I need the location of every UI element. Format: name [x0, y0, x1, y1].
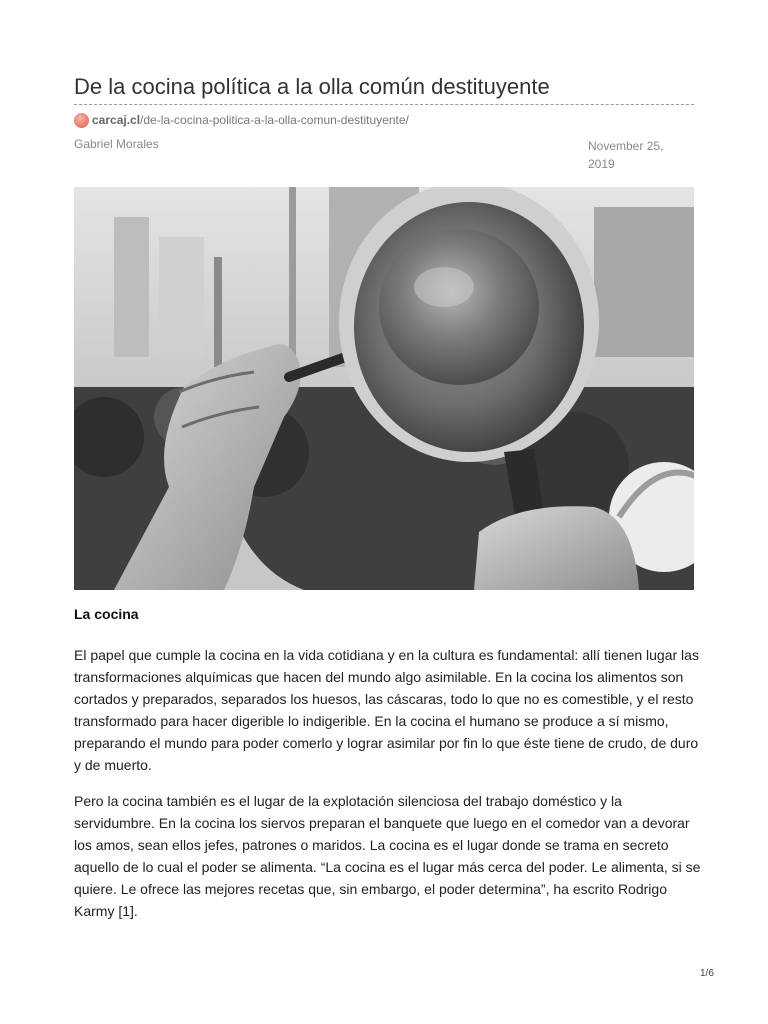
- site-favicon-icon: [74, 113, 89, 128]
- dented-pan: [339, 187, 599, 462]
- article-date: November 25, 2019: [588, 139, 664, 171]
- source-link[interactable]: [74, 111, 409, 129]
- title-divider: [74, 104, 694, 105]
- article-photo: [74, 187, 694, 590]
- article-title: De la cocina política a la olla común destituyente: [74, 74, 550, 99]
- source-domain[interactable]: carcaj.cl: [92, 113, 141, 127]
- article-author: Gabriel Morales: [74, 137, 159, 151]
- paragraph-1: El papel que cumple la cocina en la vida cotidiana y en la cultura es fundamental: allí tienen lugar las transformaciones alquímicas que hacen del mundo algo asimilable. En la cocina los alimentos son cortados y preparados, separados los huesos, las cáscaras, todo lo que no es comestible, y el resto transformado para hacer digerible lo indigerible. En la cocina el humano se produce a sí mismo, preparando el mundo para poder comerlo y lograr asimilar por fin lo que éste tiene de crudo, de duro y de muerto.: [74, 647, 699, 773]
- section-heading: La cocina: [74, 606, 139, 622]
- protest-pan-photo: [74, 187, 694, 590]
- source-path[interactable]: /de-la-cocina-politica-a-la-olla-comun-destituyente/: [140, 113, 409, 127]
- page-indicator: 1/6: [700, 968, 714, 979]
- paragraph-2: Pero la cocina también es el lugar de la explotación silenciosa del trabajo doméstico y la servidumbre. En la cocina los siervos preparan el banquete que luego en el comedor van a devorar los amos, sean ellos jefes, patrones o maridos. La cocina es el lugar donde se trama en secreto aquello de lo cual el poder se alimenta. “La cocina es el lugar más cerca del poder. Le alimenta, si se quiere. Le ofrece las mejores recetas que, sin embargo, el poder determina”, ha escrito Rodrigo Karmy [1].: [74, 793, 701, 919]
